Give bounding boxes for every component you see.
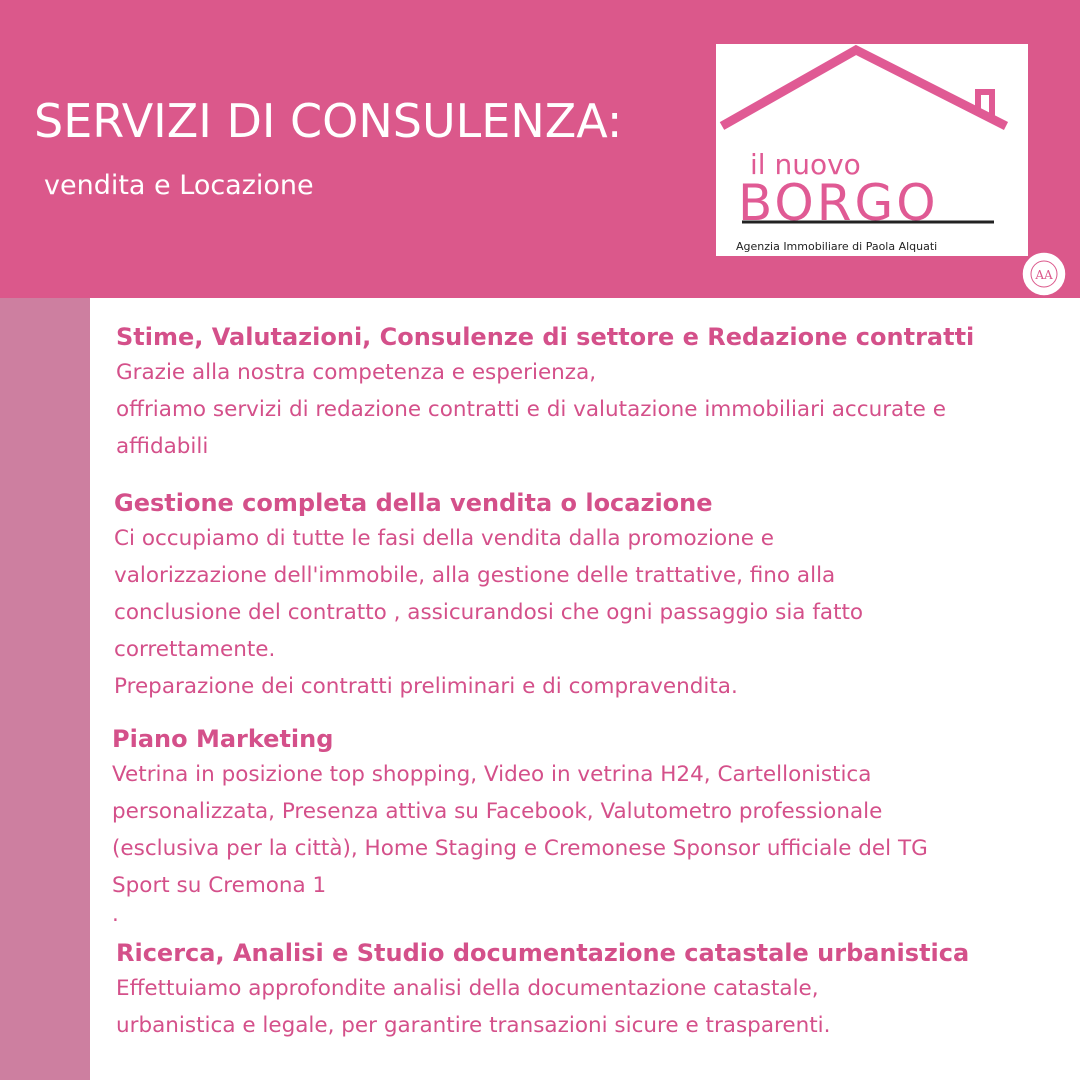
header-banner — [0, 0, 1080, 298]
service-section-research — [112, 936, 1052, 1044]
service-section-management — [112, 486, 1052, 705]
seal-monogram: AA — [1035, 268, 1053, 282]
body-line: . — [112, 902, 119, 927]
section-title: Stime, Valutazioni, Consulenze di settore e Redazione contratti — [116, 323, 975, 351]
service-section-estimates — [112, 320, 1052, 465]
body-line: urbanistica e legale, per garantire transazioni sicure e trasparenti. — [116, 1013, 831, 1038]
body-line: Ci occupiamo di tutte le fasi della vendita dalla promozione e — [114, 526, 775, 551]
body-line: Grazie alla nostra competenza e esperienza, — [116, 360, 597, 385]
body-line: conclusione del contratto , assicurandosi che ogni passaggio sia fatto — [114, 600, 864, 625]
body-line: Preparazione dei contratti preliminari e di compravendita. — [114, 674, 738, 699]
body-line: affidabili — [116, 434, 209, 459]
service-section-marketing — [112, 722, 1052, 926]
body-line: Sport su Cremona 1 — [112, 873, 327, 898]
section-body — [112, 756, 1052, 926]
agency-logo — [716, 44, 1028, 256]
left-sidebar-bar — [0, 298, 90, 1080]
body-line: valorizzazione dell'immobile, alla gestione delle trattative, fino alla — [114, 563, 836, 588]
body-line: offriamo servizi di redazione contratti e di valutazione immobiliari accurate e — [116, 397, 946, 422]
body-line: (esclusiva per la città), Home Staging e Cremonese Sponsor ufficiale del TG — [112, 836, 928, 861]
section-title: Ricerca, Analisi e Studio documentazione catastale urbanistica — [116, 939, 970, 967]
certification-seal-icon — [1006, 250, 1070, 298]
section-title: Piano Marketing — [112, 725, 334, 753]
logo-line-1: il nuovo — [750, 148, 861, 181]
section-body — [112, 520, 1052, 705]
section-body — [112, 970, 1052, 1044]
page-subtitle: vendita e Locazione — [44, 170, 314, 201]
section-title: Gestione completa della vendita o locazione — [114, 489, 713, 517]
logo-tagline: Agenzia Immobiliare di Paola Alquati — [736, 240, 938, 253]
body-line: personalizzata, Presenza attiva su Facebook, Valutometro professionale — [112, 799, 883, 824]
section-body — [112, 354, 1052, 465]
body-line: correttamente. — [114, 637, 276, 662]
body-line: Vetrina in posizione top shopping, Video in vetrina H24, Cartellonistica — [112, 762, 872, 787]
page-title: SERVIZI DI CONSULENZA: — [34, 94, 623, 148]
logo-line-2: BORGO — [738, 174, 939, 232]
body-line: Effettuiamo approfondite analisi della documentazione catastale, — [116, 976, 819, 1001]
